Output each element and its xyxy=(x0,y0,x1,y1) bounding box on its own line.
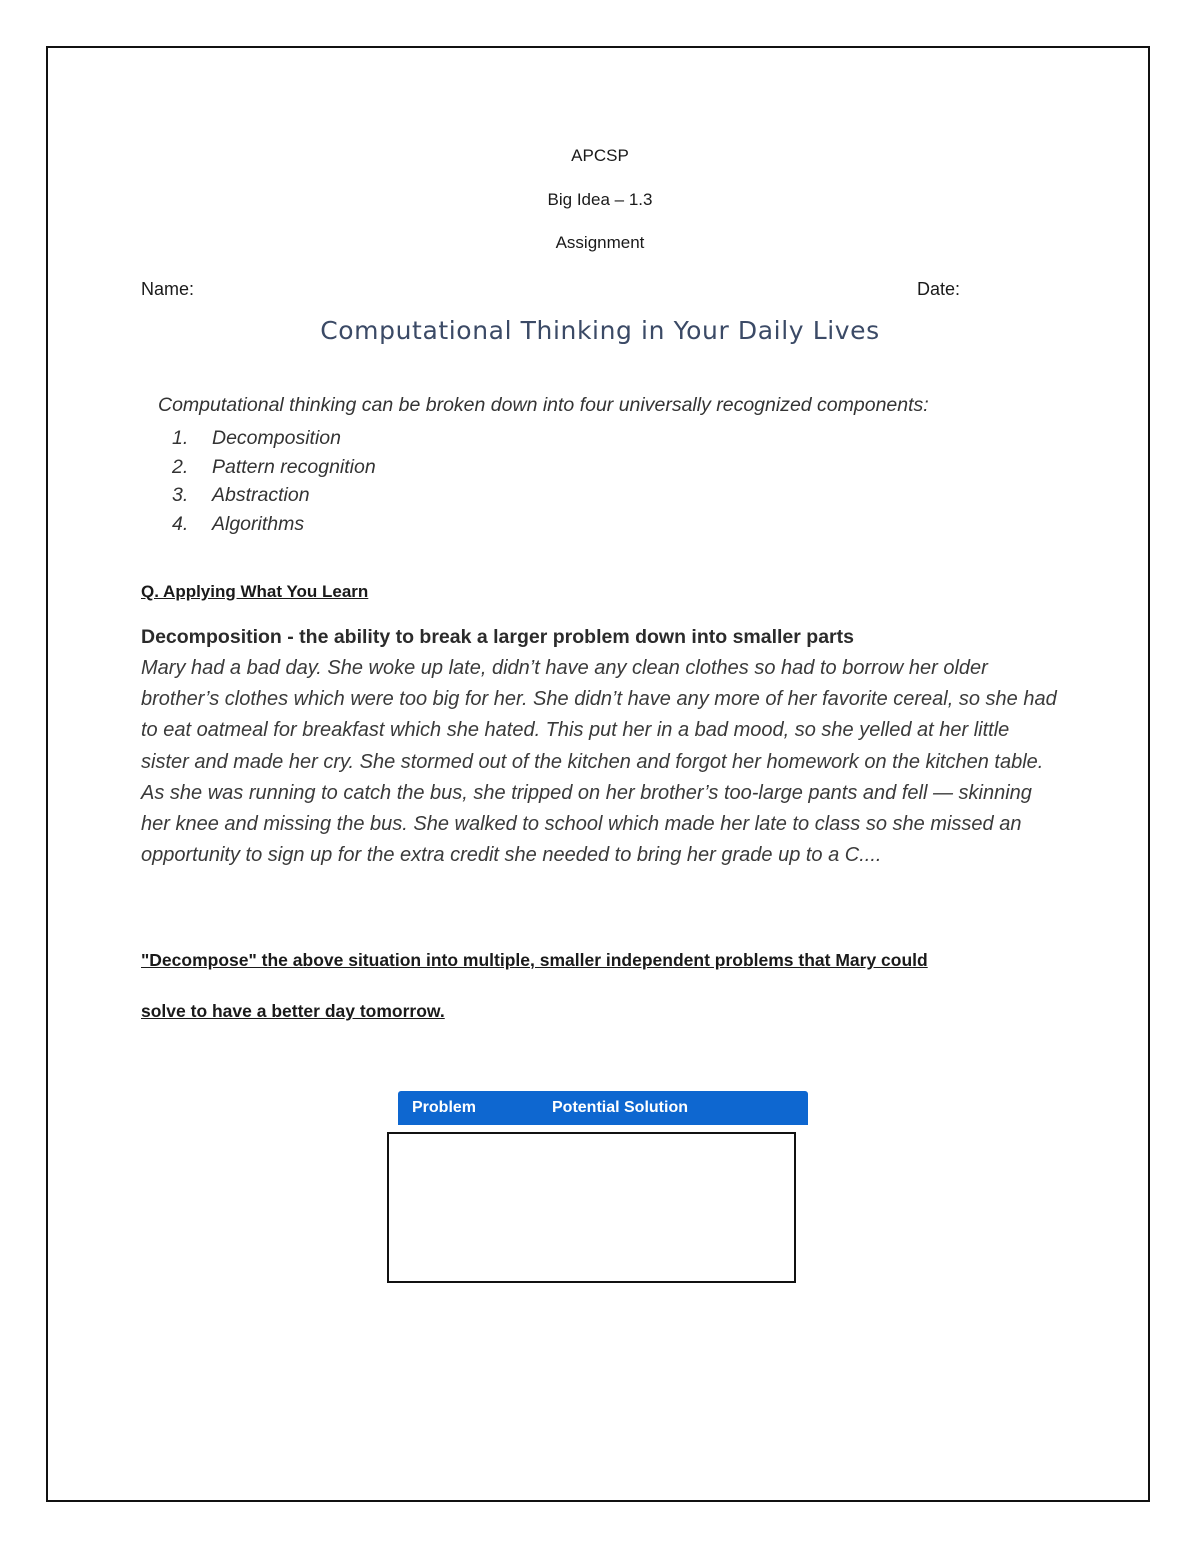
answer-box[interactable] xyxy=(387,1132,796,1283)
task-instruction-line-1: "Decompose" the above situation into multiple, smaller independent problems that Mary could xyxy=(141,950,928,970)
list-item: 4. Algorithms xyxy=(172,512,305,535)
story-paragraph: Mary had a bad day. She woke up late, didn’t have any clean clothes so had to borrow her older brother’s clothes which were too big for her. She didn’t have any more of her favorite cereal, so she had to eat oatmeal for breakfast which she hated. This put her in a bad mood, so she yelled at her little sister and made her cry. She stormed out of the kitchen and forgot her homework on the kitchen table. As she was running to catch the bus, she tripped on her brother’s too-large pants and fell — skinning her knee and missing the bus. She walked to school which made her late to class so she missed an opportunity to sign up for the extra credit she needed to bring her grade up to a C.... xyxy=(141,657,1057,867)
column-header-problem: Problem xyxy=(412,1099,477,1116)
column-header-solution: Potential Solution xyxy=(552,1099,688,1116)
list-item: 3. Abstraction xyxy=(172,484,310,506)
section-heading: Q. Applying What You Learn xyxy=(141,582,369,601)
list-item: 1. Decomposition xyxy=(172,427,341,449)
components-list xyxy=(172,424,376,538)
table-header xyxy=(398,1091,808,1125)
list-item: 2. Pattern recognition xyxy=(172,455,376,478)
page-title: Computational Thinking in Your Daily Lives xyxy=(320,316,880,345)
big-idea-label: Big Idea – 1.3 xyxy=(547,190,653,209)
name-label: Name: xyxy=(141,279,195,299)
course-name: APCSP xyxy=(571,146,629,165)
date-label: Date: xyxy=(917,279,961,299)
definition-heading: Decomposition - the ability to break a larger problem down into smaller parts xyxy=(141,626,854,648)
task-instruction-line-2: solve to have a better day tomorrow. xyxy=(141,1001,445,1021)
intro-text: Computational thinking can be broken down into four universally recognized components: xyxy=(158,394,929,416)
doc-type-label: Assignment xyxy=(555,233,645,252)
